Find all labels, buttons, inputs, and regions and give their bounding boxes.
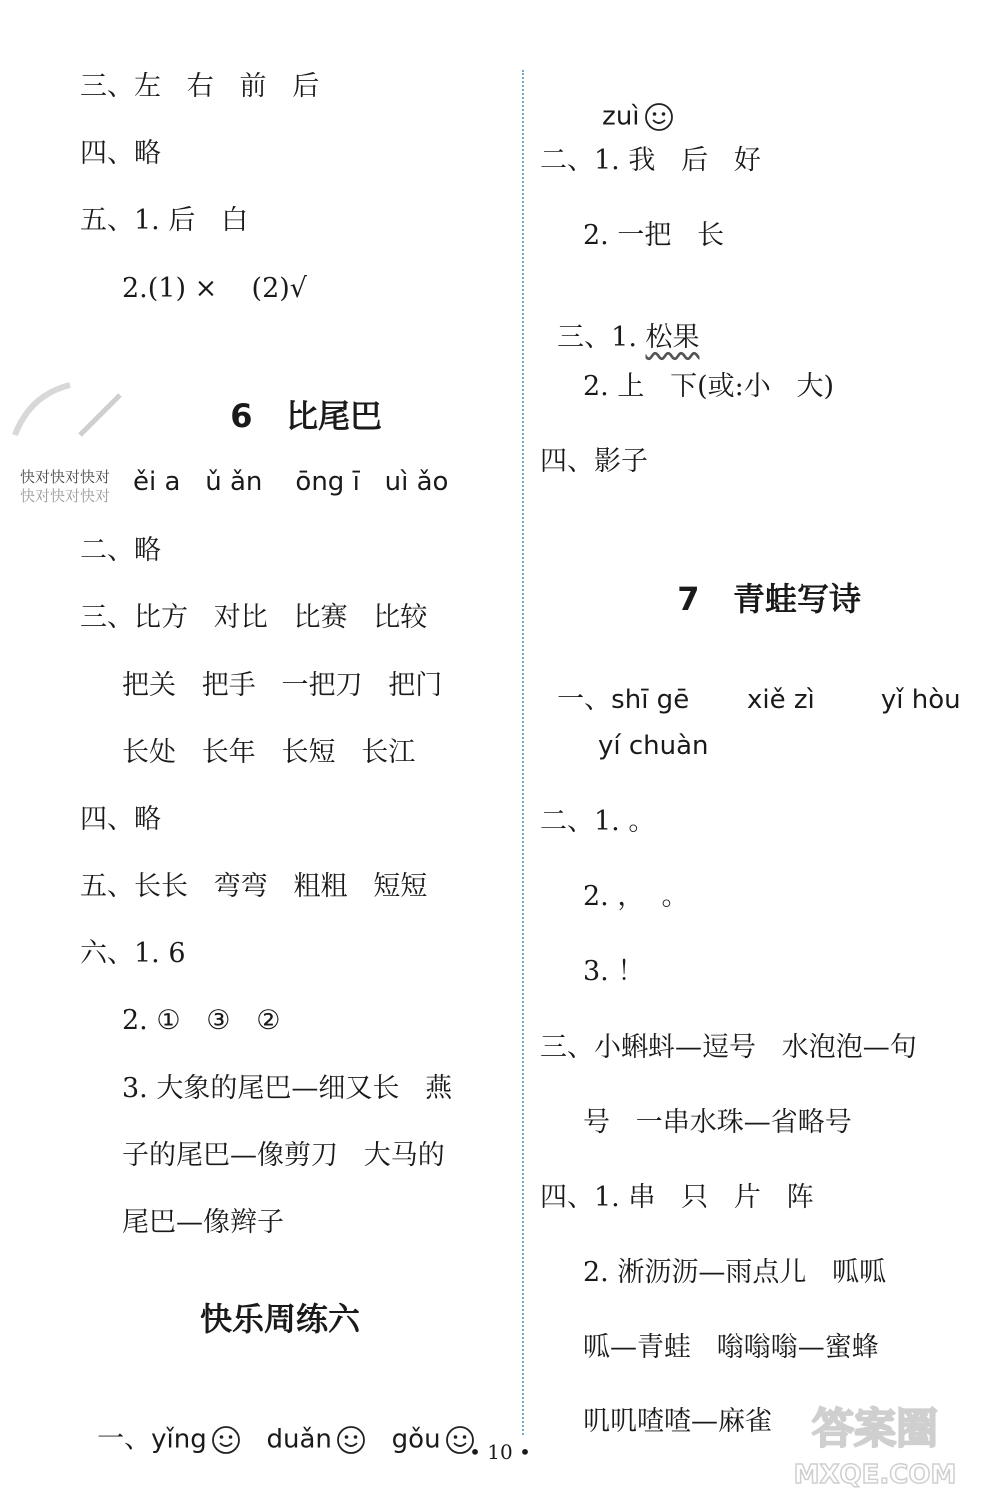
answer-line: 尾巴—像辫子 xyxy=(122,1207,284,1238)
answer-line: 叽叽喳喳—麻雀 xyxy=(583,1406,772,1437)
column-divider xyxy=(522,70,524,1435)
answer-line: 五、长长 弯弯 粗粗 短短 xyxy=(80,871,428,902)
pinyin: duǎn xyxy=(266,1424,332,1455)
section-heading-weekly: 快乐周练六 xyxy=(200,1300,361,1338)
answer-line xyxy=(540,659,961,713)
answer-line: 四、1. 串 只 片 阵 xyxy=(540,1182,814,1213)
scan-smudge xyxy=(10,375,130,455)
section-number: 6 xyxy=(230,397,253,435)
side-mark-line2: 快对快对快对 xyxy=(20,486,111,505)
pinyin: shī gē xiě zì yǐ hòu xyxy=(611,685,961,715)
answer-line: 四、略 xyxy=(80,138,161,169)
watermark-text: 答案圈 xyxy=(811,1404,939,1453)
answer-line: 二、1. 我 后 好 xyxy=(540,145,761,176)
answer-line: 2. ， 。 xyxy=(583,881,689,912)
answer-line: 2. 上 下(或:小 大) xyxy=(583,371,835,402)
answer-line: 呱—青蛙 嗡嗡嗡—蜜蜂 xyxy=(583,1332,879,1363)
section-heading-7 xyxy=(655,551,861,618)
pinyin-line: yí chuàn xyxy=(598,731,709,761)
watermark-url: MXQE.COM xyxy=(793,1460,957,1490)
page-number: • 10 • xyxy=(469,1440,531,1464)
side-mark xyxy=(20,468,110,506)
answer-line: 五、1. 后 白 xyxy=(80,205,249,236)
answer-line: 2. 一把 长 xyxy=(583,220,725,251)
answer-line: 长处 长年 长短 长江 xyxy=(122,737,416,768)
answer-line: 二、1. 。 xyxy=(540,806,656,837)
answer-line: 3. ！ xyxy=(583,956,645,987)
answer-line xyxy=(585,75,674,132)
answer-line: 3. 大象的尾巴—细又长 燕 xyxy=(122,1073,453,1104)
answer-line: 把关 把手 一把刀 把门 xyxy=(122,670,443,701)
pinyin: gǒu xyxy=(391,1424,441,1455)
answer-line xyxy=(540,297,700,351)
pinyin-line: ěi a ǔ ǎn ōng ī uì ǎo xyxy=(133,467,449,497)
answer-line: 三、左 右 前 后 xyxy=(80,71,320,102)
side-mark-line1: 快对快对快对 xyxy=(20,468,111,486)
answer-line: 子的尾巴—像剪刀 大马的 xyxy=(122,1140,445,1171)
answer-line: 2.(1) × (2)√ xyxy=(122,273,307,304)
answer-line: 四、略 xyxy=(80,804,161,835)
answer-line: 四、影子 xyxy=(540,446,648,477)
answer-line: 2. 淅沥沥—雨点儿 呱呱 xyxy=(583,1257,887,1288)
smiley-icon xyxy=(644,102,674,132)
item-prefix: 一、 xyxy=(97,1423,152,1455)
section-number: 7 xyxy=(677,580,700,618)
answer-line: 2. ① ③ ② xyxy=(122,1005,281,1036)
pinyin: yǐng xyxy=(151,1424,207,1455)
section-heading-6 xyxy=(208,368,382,435)
section-title: 比尾巴 xyxy=(285,397,382,435)
answer-line: 三、比方 对比 比赛 比较 xyxy=(80,602,428,633)
item-prefix: 一、 xyxy=(557,684,612,715)
answer-line: 二、略 xyxy=(80,535,161,566)
answer-line: 号 一串水珠—省略号 xyxy=(583,1107,852,1138)
section-title: 青蛙写诗 xyxy=(732,580,861,618)
wavy-underlined-word: 松果 xyxy=(645,322,700,353)
pinyin: zuì xyxy=(602,101,640,132)
answer-line: 三、小蝌蚪—逗号 水泡泡—句 xyxy=(540,1032,917,1063)
watermark-logo xyxy=(760,1395,990,1495)
item-prefix: 三、1. xyxy=(557,322,646,353)
answer-line: 六、1. 6 xyxy=(80,938,186,969)
